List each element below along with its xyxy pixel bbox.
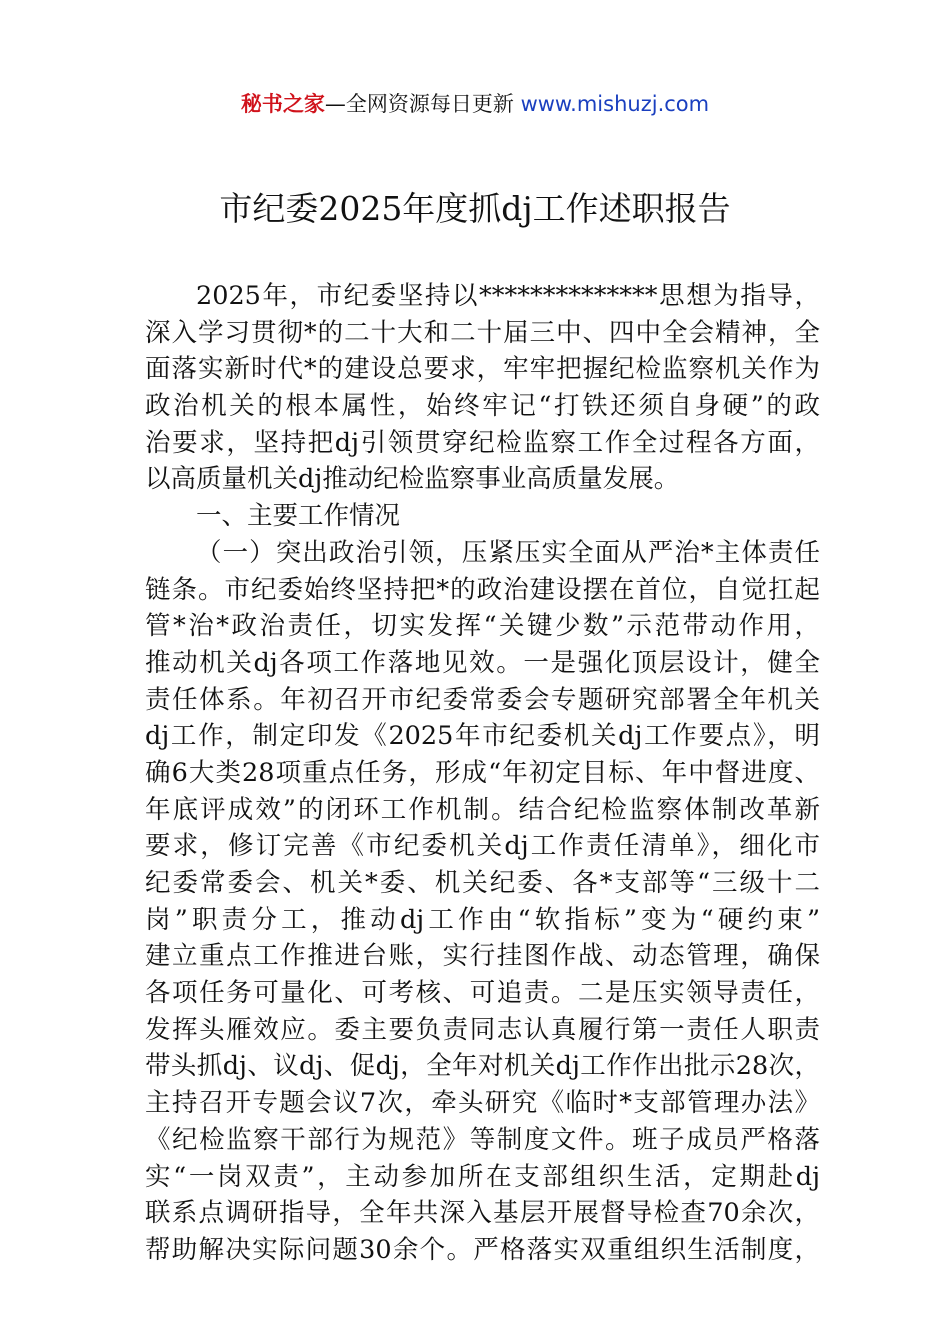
text-line: （一）突出政治引领，压紧压实全面从严治*主体责任: [196, 537, 820, 568]
text-line: 实“一岗双责”，主动参加所在支部组织生活，定期赴dj: [145, 1161, 820, 1192]
brand-name: 秘书之家: [240, 92, 325, 116]
text-line: 纪委常委会、机关*委、机关纪委、各*支部等“三级十二: [145, 868, 820, 898]
text-line: 面落实新时代*的建设总要求，牢牢把握纪检监察机关作为: [145, 354, 820, 385]
text-line: 帮助解决实际问题30余个。严格落实双重组织生活制度，: [145, 1234, 820, 1265]
text-line: 各项任务可量化、可考核、可追责。二是压实领导责任，: [145, 978, 820, 1009]
text-line: 《纪检监察干部行为规范》等制度文件。班子成员严格落: [145, 1124, 820, 1155]
site-url-link[interactable]: www.mishuzj.com: [513, 92, 710, 116]
text-line: 以高质量机关dj推动纪检监察事业高质量发展。: [145, 464, 680, 495]
text-line: 要求，修订完善《市纪委机关dj工作责任清单》，细化市: [145, 831, 820, 862]
text-line: 主持召开专题会议7次，牵头研究《临时*支部管理办法》: [145, 1088, 820, 1119]
section-heading: 一、主要工作情况: [196, 501, 401, 532]
text-line: 年底评成效”的闭环工作机制。结合纪检监察体制改革新: [145, 794, 820, 825]
text-line: 联系点调研指导，全年共深入基层开展督导检查70余次，: [145, 1198, 820, 1229]
text-line: 2025年，市纪委坚持以**************思想为指导，: [196, 281, 820, 311]
text-line: 建立重点工作推进台账，实行挂图作战、动态管理，确保: [145, 941, 820, 972]
text-line: dj工作，制定印发《2025年市纪委机关dj工作要点》，明: [145, 721, 820, 752]
text-line: 责任体系。年初召开市纪委常委会专题研究部署全年机关: [145, 684, 820, 715]
text-line: 岗”职责分工，推动dj工作由“软指标”变为“硬约束”: [145, 904, 820, 935]
header-tagline: —全网资源每日更新: [324, 92, 514, 116]
site-header: [0, 88, 950, 120]
text-line: 管*治*政治责任，切实发挥“关键少数”示范带动作用，: [145, 611, 820, 642]
text-line: 确6大类28项重点任务，形成“年初定目标、年中督进度、: [145, 757, 820, 788]
text-line: 链条。市纪委始终坚持把*的政治建设摆在首位，自觉扛起: [145, 574, 820, 605]
text-line: 发挥头雁效应。委主要负责同志认真履行第一责任人职责: [145, 1014, 820, 1045]
text-line: 政治机关的根本属性，始终牢记“打铁还须自身硬”的政: [145, 391, 820, 422]
text-line: 深入学习贯彻*的二十大和二十届三中、四中全会精神，全: [145, 317, 820, 348]
text-line: 带头抓dj、议dj、促dj，全年对机关dj工作作出批示28次，: [145, 1051, 820, 1082]
text-line: 推动机关dj各项工作落地见效。一是强化顶层设计，健全: [145, 647, 820, 678]
document-body: [145, 278, 820, 1269]
text-line: 治要求，坚持把dj引领贯穿纪检监察工作全过程各方面，: [145, 427, 820, 458]
page-title: 市纪委2025年度抓dj工作述职报告: [219, 189, 731, 228]
